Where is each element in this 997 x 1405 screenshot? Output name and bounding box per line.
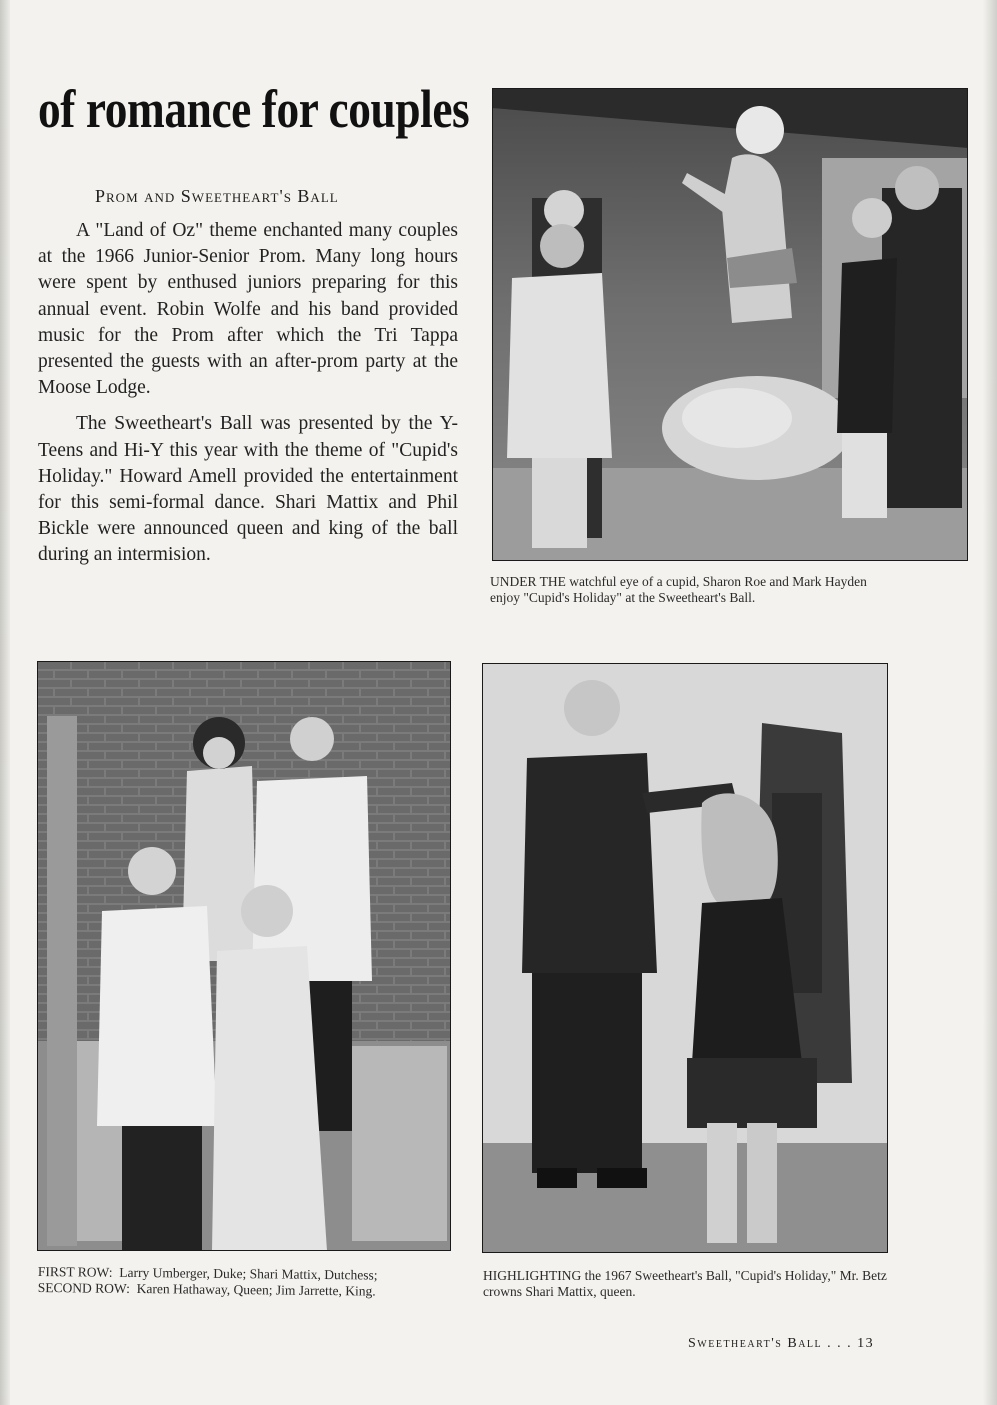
page-binding-edge bbox=[0, 0, 10, 1405]
caption-row-text: Karen Hathaway, Queen; Jim Jarrette, King. bbox=[136, 1281, 376, 1299]
photo-cupid-dance bbox=[492, 88, 968, 561]
photo-crowning-queen bbox=[482, 663, 888, 1253]
footer-section-title: Sweetheart's Ball bbox=[688, 1336, 823, 1351]
caption-row-text: Larry Umberger, Duke; Shari Mattix, Dutchess; bbox=[119, 1264, 378, 1283]
page-right-edge bbox=[983, 0, 997, 1405]
caption-lead: UNDER THE bbox=[490, 574, 566, 589]
page-headline: of romance for couples bbox=[38, 79, 470, 139]
caption-second-row bbox=[38, 1280, 454, 1300]
paragraph-prom: A "Land of Oz" theme enchanted many couples at the 1966 Junior-Senior Prom. Many long hours were spent by enthused juniors preparing for this annual event. Robin Wolfe and his band provided music for the Prom after which the Tri Tappa presented the guests with an after-prom party at the Moose Lodge. bbox=[38, 220, 458, 399]
caption-text: watchful eye of a cupid, Sharon Roe and Mark Hayden enjoy "Cupid's Holiday" at the Sweetheart's Ball. bbox=[490, 574, 867, 605]
caption-crown-photo bbox=[483, 1268, 893, 1300]
page-footer bbox=[688, 1336, 874, 1352]
caption-row-label: SECOND ROW: bbox=[37, 1279, 130, 1296]
page-number: 13 bbox=[857, 1336, 875, 1351]
caption-cupid-photo bbox=[490, 574, 900, 606]
article-body bbox=[38, 218, 458, 579]
photo-royal-court bbox=[37, 661, 451, 1251]
caption-lead: HIGHLIGHTING bbox=[483, 1268, 582, 1283]
footer-separator: . . . bbox=[827, 1336, 853, 1351]
paragraph-sweethearts-ball: The Sweetheart's Ball was presented by the Y-Teens and Hi-Y this year with the theme of "Cupid's Holiday." Howard Amell provided the entertainment for this semi-formal dance. Shari Mattix and Phil Bickle were announced queen and king of the ball during an intermision. bbox=[38, 413, 458, 566]
section-heading: Prom and Sweetheart's Ball bbox=[95, 186, 339, 206]
caption-court-photo bbox=[38, 1264, 454, 1300]
caption-text: the 1967 Sweetheart's Ball, "Cupid's Holiday," Mr. Betz crowns Shari Mattix, queen. bbox=[483, 1268, 887, 1299]
caption-row-label: FIRST ROW: bbox=[37, 1264, 113, 1280]
